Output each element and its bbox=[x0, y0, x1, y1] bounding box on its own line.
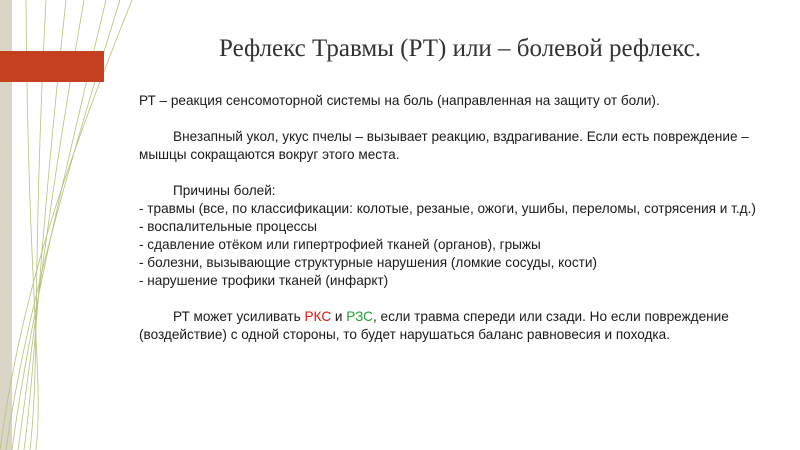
final-paragraph bbox=[139, 308, 779, 344]
cause-item: - воспалительные процессы bbox=[139, 219, 318, 234]
final-text-and: и bbox=[331, 309, 347, 324]
cause-item: - сдавление отёком или гипертрофией тканей (органов), грыжы bbox=[139, 237, 541, 252]
causes-heading: Причины болей: bbox=[173, 183, 276, 198]
cause-item: - нарушение трофики тканей (инфаркт) bbox=[139, 273, 389, 288]
cause-item: - травмы (все, по классификации: колотые, резаные, ожоги, ушибы, переломы, сотрясения и т.д.) bbox=[139, 201, 756, 216]
rks-term: РКС bbox=[304, 309, 332, 324]
example-text: Внезапный укол, укус пчелы – вызывает реакцию, вздрагивание. Если есть повреждение – мышцы сокращаются вокруг этого места. bbox=[139, 129, 749, 162]
title-accent-bar bbox=[0, 51, 104, 82]
slide-body bbox=[139, 92, 779, 344]
slide-title: Рефлекс Травмы (РТ) или – болевой рефлекс. bbox=[219, 35, 701, 62]
final-text-part2: , если травма спереди или сзади. Но если повреждение (воздействие) с одной стороны, то будет нарушаться баланс равновесия и походка. bbox=[139, 309, 729, 342]
rzs-term: РЗС bbox=[346, 309, 373, 324]
definition-text: РТ – реакция сенсомоторной системы на боль (направленная на защиту от боли). bbox=[139, 93, 660, 108]
cause-item: - болезни, вызывающие структурные нарушения (ломкие сосуды, кости) bbox=[139, 255, 597, 270]
final-text-part1: РТ может усиливать bbox=[173, 309, 305, 324]
